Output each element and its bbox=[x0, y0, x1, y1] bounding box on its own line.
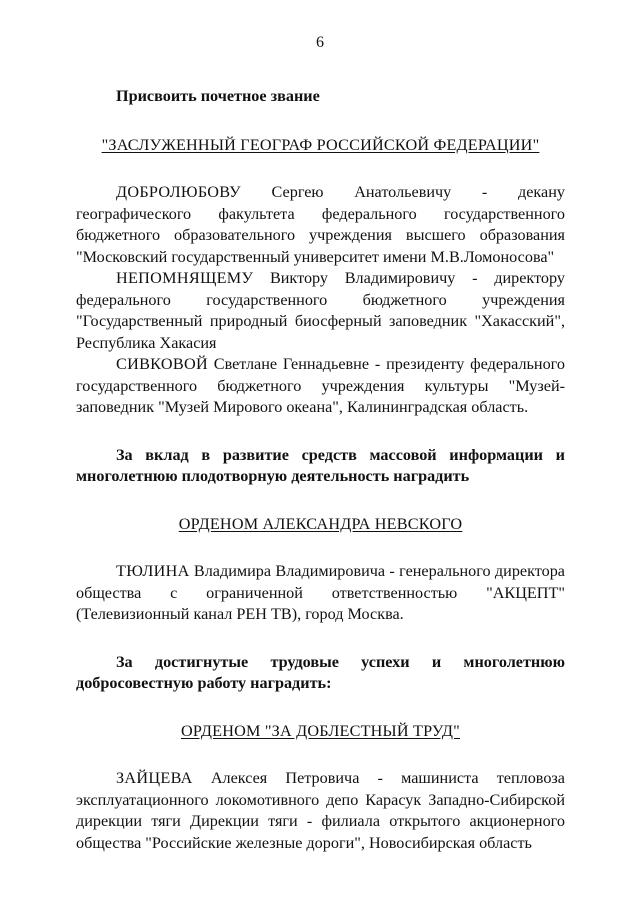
recipient-details: Алексея Петровича - машиниста тепловоза эксплуатационного локомотивного депо Карасук Западно-Сибирской дирекции тяги Дирекции тяги - филиала открытого акционерного общества "Российские железные дороги", Новосибирская область bbox=[76, 769, 565, 852]
award-title: "ЗАСЛУЖЕННЫЙ ГЕОГРАФ РОССИЙСКОЙ ФЕДЕРАЦИИ" bbox=[101, 135, 540, 154]
recipient-surname: СИВКОВОЙ bbox=[116, 355, 208, 373]
recipient-details: Виктору Владимировичу - директору федерального государственного бюджетного учреждения "Государственный природный биосферный заповедник "Хакасский", Республика Хакасия bbox=[76, 269, 565, 352]
award-recipient bbox=[76, 354, 565, 419]
award-intro: Присвоить почетное звание bbox=[116, 87, 320, 105]
award-title: ОРДЕНОМ АЛЕКСАНДРА НЕВСКОГО bbox=[178, 514, 463, 533]
award-recipient bbox=[76, 768, 565, 854]
recipient-details: Светлане Геннадьевне - президенту федерального государственного бюджетного учреждения культуры "Музей-заповедник "Музей Мирового океана", Калининградская область. bbox=[76, 355, 565, 416]
document-body bbox=[76, 86, 565, 854]
recipient-surname: НЕПОМНЯЩЕМУ bbox=[116, 269, 254, 287]
recipient-details: Сергею Анатольевичу - декану географического факультета федерального государственного бюджетного образовательного учреждения высшего образования "Московский государственный университет имени М.В.Ломоносова" bbox=[76, 183, 565, 266]
award-recipient bbox=[76, 182, 565, 268]
award-intro: За вклад в развитие средств массовой информации и многолетнюю плодотворную деятельность наградить bbox=[76, 445, 565, 485]
award-title: ОРДЕНОМ "ЗА ДОБЛЕСТНЫЙ ТРУД" bbox=[181, 721, 460, 740]
recipient-surname: ЗАЙЦЕВА bbox=[116, 769, 193, 787]
page-number: 6 bbox=[316, 34, 324, 51]
recipient-surname: ДОБРОЛЮБОВУ bbox=[116, 183, 241, 201]
recipient-details: Владимира Владимировича - генерального директора общества с ограниченной ответственностью "АКЦЕПТ" (Телевизионный канал РЕН ТВ), город Москва. bbox=[76, 562, 565, 623]
recipient-surname: ТЮЛИНА bbox=[116, 562, 190, 580]
award-recipient bbox=[76, 561, 565, 626]
award-intro: За достигнутые трудовые успехи и многолетнюю добросовестную работу наградить: bbox=[76, 652, 565, 692]
award-recipient bbox=[76, 268, 565, 354]
